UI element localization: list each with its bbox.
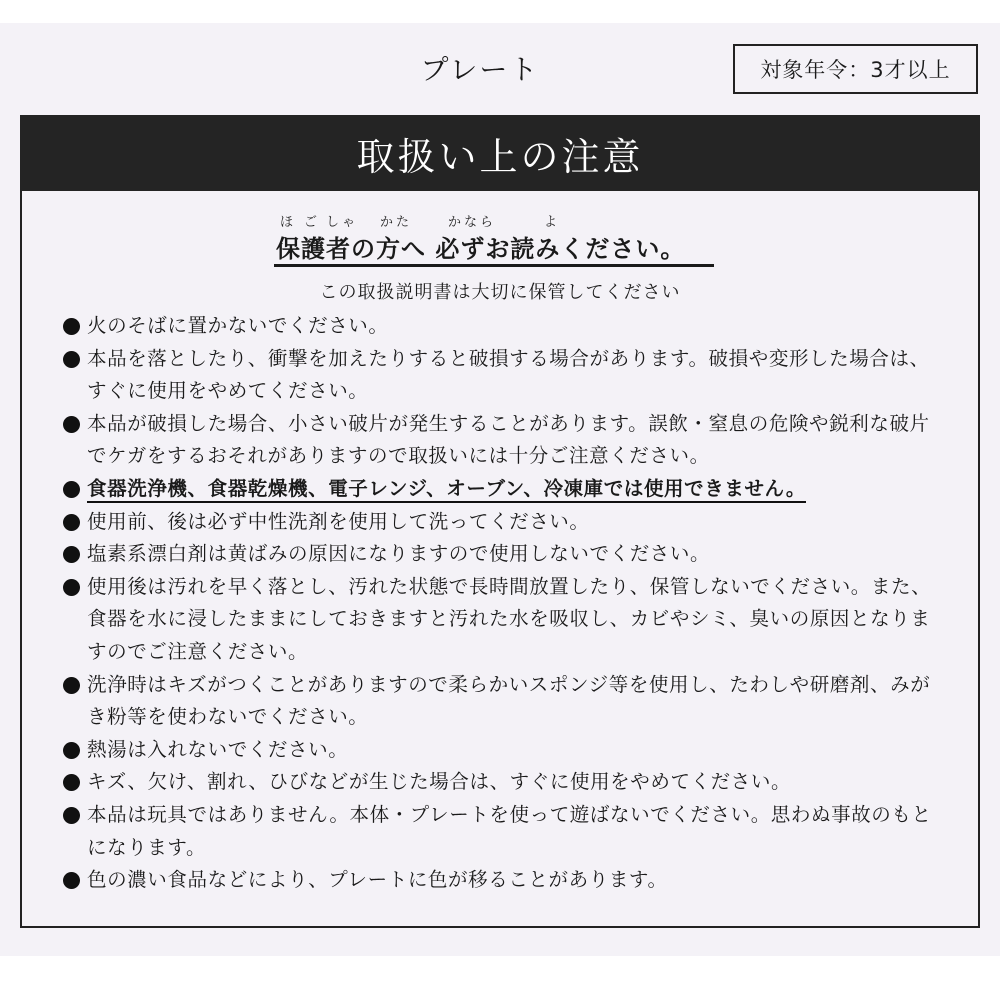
keep-manual-note: この取扱説明書は大切に保管してください <box>319 282 681 303</box>
furigana-go: ご <box>304 215 321 230</box>
caution-item-text: 本品は玩具ではありません。本体・プレートを使って遊ばないでください。思わぬ事故のもとになります。 <box>87 802 932 859</box>
furigana-kata: かた <box>380 215 413 230</box>
furigana-sha: しゃ <box>326 215 359 230</box>
guardian-headline: 保護者の方へ 必ずお読みください。 <box>276 234 686 263</box>
caution-item <box>63 506 943 539</box>
bullet-icon <box>63 579 80 596</box>
caution-item-text: キズ、欠け、割れ、ひびなどが生じた場合は、すぐに使用をやめてください。 <box>87 770 792 794</box>
caution-item-text: 色の濃い食品などにより、プレートに色が移ることがあります。 <box>87 868 668 892</box>
caution-item-text: 熱湯は入れないでください。 <box>87 737 349 761</box>
caution-banner <box>20 115 980 191</box>
caution-item <box>63 538 943 571</box>
bullet-icon <box>63 742 80 759</box>
caution-item <box>63 343 943 408</box>
caution-item <box>63 734 943 767</box>
caution-item-text: 使用前、後は必ず中性洗剤を使用して洗ってください。 <box>87 509 590 533</box>
bullet-icon <box>63 546 80 563</box>
caution-item-text: 使用後は汚れを早く落とし、汚れた状態で長時間放置したり、保管しないでください。また、食器を水に浸したままにしておきますと汚れた水を吸収し、カビやシミ、臭いの原因となりますのでご注意ください。 <box>87 574 932 663</box>
caution-item-text: 火のそばに置かないでください。 <box>87 314 389 337</box>
bullet-icon <box>63 481 80 498</box>
caution-list <box>63 310 943 897</box>
headline-underline <box>274 264 714 267</box>
bullet-icon <box>63 774 80 791</box>
bullet-icon <box>63 807 80 824</box>
caution-item <box>63 571 943 669</box>
caution-banner-title: 取扱い上の注意 <box>356 134 644 179</box>
bullet-icon <box>63 514 80 531</box>
caution-item-text: 塩素系漂白剤は黄ばみの原因になりますので使用しないでください。 <box>87 542 711 566</box>
caution-item-text: 本品を落としたり、衝撃を加えたりすると破損する場合があります。破損や変形した場合は、すぐに使用をやめてください。 <box>87 346 930 403</box>
caution-item <box>63 799 943 864</box>
caution-item <box>63 669 943 734</box>
caution-item <box>63 310 943 343</box>
caution-item-text: 洗浄時はキズがつくことがありますので柔らかいスポンジ等を使用し、たわしや研磨剤、みがき粉等を使わないでください。 <box>87 672 931 729</box>
caution-item <box>63 408 943 473</box>
caution-item-text: 本品が破損した場合、小さい破片が発生することがあります。誤飲・窒息の危険や鋭利な破片でケガをするおそれがありますので取扱いには十分ご注意ください。 <box>87 411 930 468</box>
furigana-ho: ほ <box>280 215 297 230</box>
caution-item <box>63 864 943 897</box>
bullet-icon <box>63 677 80 694</box>
furigana-kanara: かなら <box>448 215 497 230</box>
furigana-yo: よ <box>544 215 561 230</box>
product-title: プレート <box>420 53 540 86</box>
bullet-icon <box>63 351 80 368</box>
caution-item-text: 食器洗浄機、食器乾燥機、電子レンジ、オーブン、冷凍庫では使用できません。 <box>87 477 806 503</box>
bullet-icon <box>63 416 80 433</box>
bullet-icon <box>63 872 80 889</box>
caution-item <box>63 766 943 799</box>
caution-item <box>63 473 943 506</box>
age-rating-box: 対象年令：3才以上 <box>733 44 978 94</box>
bullet-icon <box>63 318 80 335</box>
